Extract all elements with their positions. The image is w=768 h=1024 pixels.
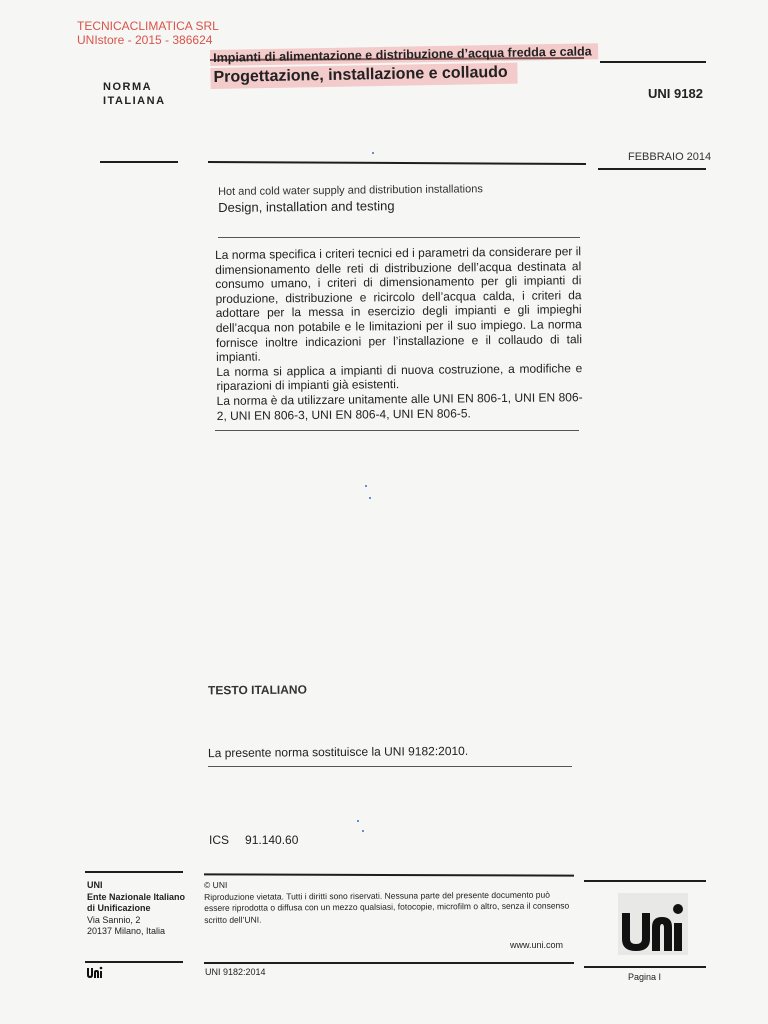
testo-italiano-label: TESTO ITALIANO [207,682,307,698]
ics-classification [209,833,298,847]
title-it-line1: Impianti di alimentazione e distribuzione d’acqua fredda e calda [210,43,598,66]
abstract-paragraph: La norma specifica i criteri tecnici ed i parametri da considerare per il dimensionamento delle reti di distribuzione dell’acqua destinata al consumo umano, i criteri di dimensionamento per gli impianti di produzione, distribuzione e ricircolo dell’acqua calda, i criteri da adottare per la messa in esercizio degli impianti e gli impieghi dell’acqua non potabile e le limitazioni per il suo impiego. La norma fornisce inoltre indicazioni per l’installazione e il collaudo di tali impianti. [215,244,583,365]
replacement-rule [208,766,572,767]
english-title [218,183,483,215]
scan-dot [357,820,359,822]
title-it-line2: Progettazione, installazione e collaudo [210,63,518,89]
abstract-rule [215,430,579,431]
english-title-rule [218,237,580,238]
company-stamp [77,19,219,47]
stamp-store: UNIstore - 2015 - 386624 [77,33,213,47]
website-link[interactable]: www.uni.com [510,940,564,950]
norma-italiana-label [103,80,166,108]
ics-value: 91.140.60 [245,833,299,847]
uni-logo [618,893,688,955]
abstract-paragraph: La norma è da utilizzare unitamente alle UNI EN 806-1, UNI EN 806-2, UNI EN 806-3, UNI EN 806-4, UNI EN 806-5. [216,390,583,423]
english-title-line2: Design, installation and testing [218,198,395,215]
org-address-1: Via Sannio, 2 [87,914,141,925]
copyright-text: Riproduzione vietata. Tutti i diritti sono riservati. Nessuna parte del presente documento può essere riprodotta o diffusa con un mezzo qualsiasi, fotocopie, microfilm o altro, senza il consenso scritto dell’UNI. [204,889,570,925]
italiana-line: ITALIANA [103,95,166,107]
copyright-symbol: © UNI [204,879,228,890]
stamp-company: TECNICACLIMATICA SRL [77,19,219,33]
separator-right [598,168,706,170]
footer-standard-code: UNI 9182:2014 [205,967,266,977]
org-name: UNI [87,880,103,890]
english-title-line1: Hot and cold water supply and distribution installations [218,183,483,198]
org-full-name-1: Ente Nazionale Italiano [87,891,186,902]
page-number: Pagina I [628,972,662,982]
footer-rule-middle [204,873,574,876]
abstract [215,244,583,423]
abstract-paragraph: La norma si applica a impianti di nuova costruzione, a modifiche e riparazioni di impianti già esistenti. [216,360,583,394]
replacement-note: La presente norma sostituisce la UNI 9182:2010. [207,743,469,761]
footer-rule-right [584,880,706,882]
uni-small-logo [86,965,106,979]
scan-dot [362,830,364,832]
separator-left [100,161,178,163]
copyright-notice [204,877,574,926]
scan-dot [372,152,374,154]
separator-middle [208,161,586,165]
standard-code: UNI 9182 [648,86,703,101]
footer-bottom-rule-left [85,961,183,963]
org-address-2: 20137 Milano, Italia [87,926,166,936]
org-full-name-2: di Unificazione [87,903,151,913]
norma-line: NORMA [103,81,153,93]
italian-title [210,42,598,89]
footer-rule-left [85,871,183,873]
publication-date: FEBBRAIO 2014 [628,151,712,163]
organization-info [87,880,185,938]
header-rule-right [600,61,706,63]
footer-bottom-rule-right [584,966,706,968]
scan-dot [365,485,367,487]
ics-label: ICS [209,833,230,847]
scan-dot [369,497,371,499]
footer-bottom-rule-middle [204,962,574,964]
